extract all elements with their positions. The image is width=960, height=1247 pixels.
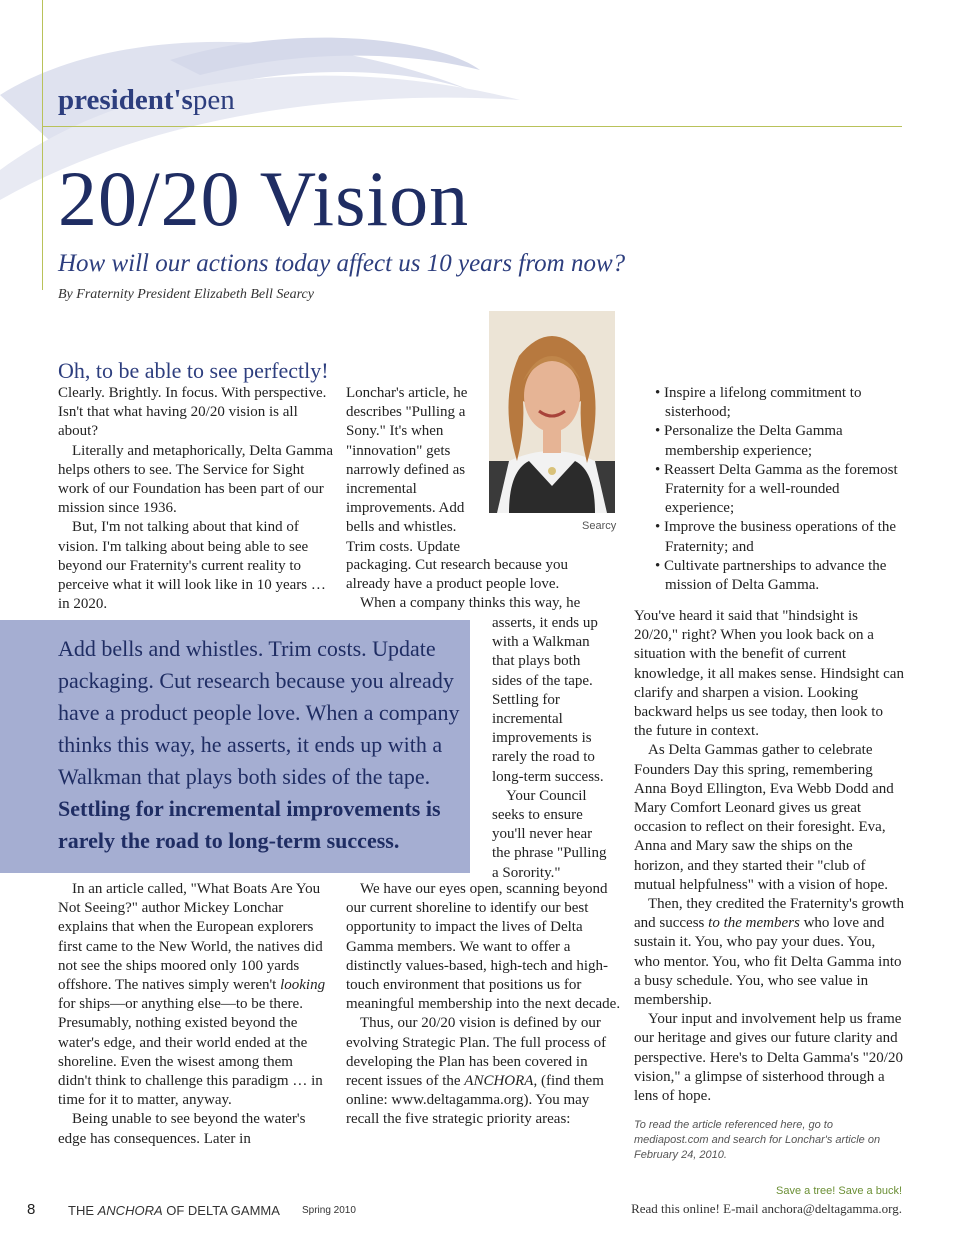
emphasis: ANCHORA: [97, 1203, 163, 1218]
save-a-tree-note: Save a tree! Save a buck!: [776, 1185, 902, 1197]
paragraph: [58, 880, 330, 1110]
paragraph: When a company thinks this way, he: [360, 595, 581, 612]
text-run: who love and sustain it. You, who pay your dues. You, who mentor. You, who fit Delta Gamma into a busy schedule. You, who see value in membership.: [634, 915, 902, 1009]
author-photo: [489, 311, 615, 513]
header-vertical-rule: [42, 0, 43, 290]
list-item: • Inspire a lifelong commitment to sisterhood;: [650, 384, 910, 422]
paragraph: Lonchar's article, he describes "Pulling a Sony." It's when "innovation" gets narrowly defined as incremental improvements. Add bells and whistles. Trim costs. Update: [346, 385, 468, 555]
header-horizontal-rule: [42, 126, 902, 127]
issue-date: Spring 2010: [302, 1205, 356, 1216]
paragraph: You've heard it said that "hindsight is 20/20," right? When you look back on a situation with the benefit of current knowledge, it all makes sense. Hindsight can clarify and sharpen a vision. Looking backward helps us see today, then look to the future in context.: [634, 608, 904, 740]
column-2-narrow: [492, 614, 610, 883]
paragraph: Your Council seeks to ensure you'll never hear the phrase "Pulling a Sorority.": [492, 787, 607, 881]
column-1-top: [58, 384, 333, 614]
text-run: Thus, our 20/20 vision is defined by our evolving Strategic Plan. The full process of developing the Plan has been covered in recent issues of the: [346, 1015, 607, 1090]
paragraph: Being unable to see beyond the water's edge has consequences. Later in: [58, 1111, 306, 1147]
paragraph: We have our eyes open, scanning beyond our current shoreline to identify our best opportunity to impact the lives of Delta Gamma members. We want to offer a distinctly values-based, high-tech and high-touch environment that positions us for meaningful membership into the next decade.: [346, 881, 621, 1013]
paragraph: [634, 895, 904, 1010]
text-run: In an article called, "What Boats Are You Not Seeing?" author Mickey Lonchar explains that when the European explorers first came to the New World, the natives did not see the ships moored only 100 yards offshore. The natives simply weren't: [58, 881, 323, 994]
photo-caption: Searcy: [582, 520, 617, 532]
subtitle: How will our actions today affect us 10 years from now?: [58, 250, 626, 277]
footnote: To read the article referenced here, go to mediapost.com and search for Lonchar's article on February 24, 2010.: [634, 1119, 881, 1161]
emphasis: to the members: [708, 915, 800, 932]
magazine-title: [68, 1203, 280, 1218]
paragraph: [346, 1014, 621, 1129]
column-2-bottom: [346, 880, 621, 1130]
pullquote-emphasis: Settling for incremental improvements is rarely the road to long-term success.: [58, 796, 441, 853]
page-title: 20/20 Vision: [58, 155, 470, 242]
column-3: [634, 607, 904, 1106]
section-label: [58, 84, 235, 117]
paragraph: But, I'm not talking about that kind of vision. I'm talking about being able to see beyond our Fraternity's current reality to perceive what it will look like in 10 years … in 2020.: [58, 519, 326, 613]
paragraph: Your input and involvement help us frame our heritage and gives our future clarity and perspective. Here's to Delta Gamma's "20/20 vision," a glimpse of sisterhood through a lens of hope.: [634, 1011, 903, 1105]
portrait-illustration: [489, 311, 615, 513]
byline: By Fraternity President Elizabeth Bell Searcy: [58, 287, 314, 302]
list-item: • Reassert Delta Gamma as the foremost Fraternity for a well-rounded experience;: [650, 461, 910, 519]
column-2-wide: [346, 556, 591, 614]
paragraph: Clearly. Brightly. In focus. With perspective. Isn't that what having 20/20 vision is all about?: [58, 385, 327, 440]
priority-list: [650, 384, 910, 595]
paragraph: Literally and metaphorically, Delta Gamma helps others to see. The Service for Sight work of our Foundation has been part of our mission since 1936.: [58, 442, 334, 517]
text-run: OF DELTA GAMMA: [162, 1203, 280, 1218]
pullquote-text: [58, 633, 463, 857]
paragraph: As Delta Gammas gather to celebrate Founders Day this spring, remembering Anna Boyd Ellington, Eva Webb Dodd and Mary Comfort Leonard gives us great occasion to reflect on their foresight. Eva, Anna and Mary saw the ships on the horizon, and they started their "club of mutual helpfulness" with a vision of hope.: [634, 742, 894, 893]
pullquote-body: Add bells and whistles. Trim costs. Update packaging. Cut research because you already have a product people love. When a company thinks this way, he asserts, it ends up with a Walkman that plays both sides of the tape.: [58, 636, 460, 789]
text-run: THE: [68, 1203, 98, 1218]
emphasis: looking: [280, 977, 326, 994]
read-online-note: Read this online! E-mail anchora@deltagamma.org.: [631, 1201, 902, 1216]
paragraph: packaging. Cut research because you already have a product people love.: [346, 557, 568, 593]
column-1-bottom: [58, 880, 330, 1149]
text-run: Then, they credited the Fraternity's growth and success: [634, 896, 904, 932]
list-item: • Personalize the Delta Gamma membership experience;: [650, 422, 910, 460]
list-item: • Improve the business operations of the Fraternity; and: [650, 518, 910, 556]
section-label-bold: president's: [58, 84, 193, 116]
text-run: , (find them online: www.deltagamma.org). You may recall the five strategic priority areas:: [346, 1073, 604, 1128]
lead-heading: Oh, to be able to see perfectly!: [58, 358, 329, 383]
text-run: for ships—or anything else—to be there. Presumably, nothing existed beyond the water's edge, and their world ended at the shoreline. Even the wisest among them didn't think to challenge this paradigm … in time for it to matter, anyway.: [58, 996, 323, 1109]
paragraph: asserts, it ends up with a Walkman that plays both sides of the tape. Settling for incremental improvements is rarely the road to long-term success.: [492, 615, 604, 785]
page-number: 8: [27, 1201, 36, 1218]
emphasis: ANCHORA: [464, 1073, 534, 1090]
list-item: • Cultivate partnerships to advance the mission of Delta Gamma.: [650, 557, 910, 595]
section-label-light: pen: [192, 84, 235, 116]
column-2-top: [346, 384, 476, 557]
